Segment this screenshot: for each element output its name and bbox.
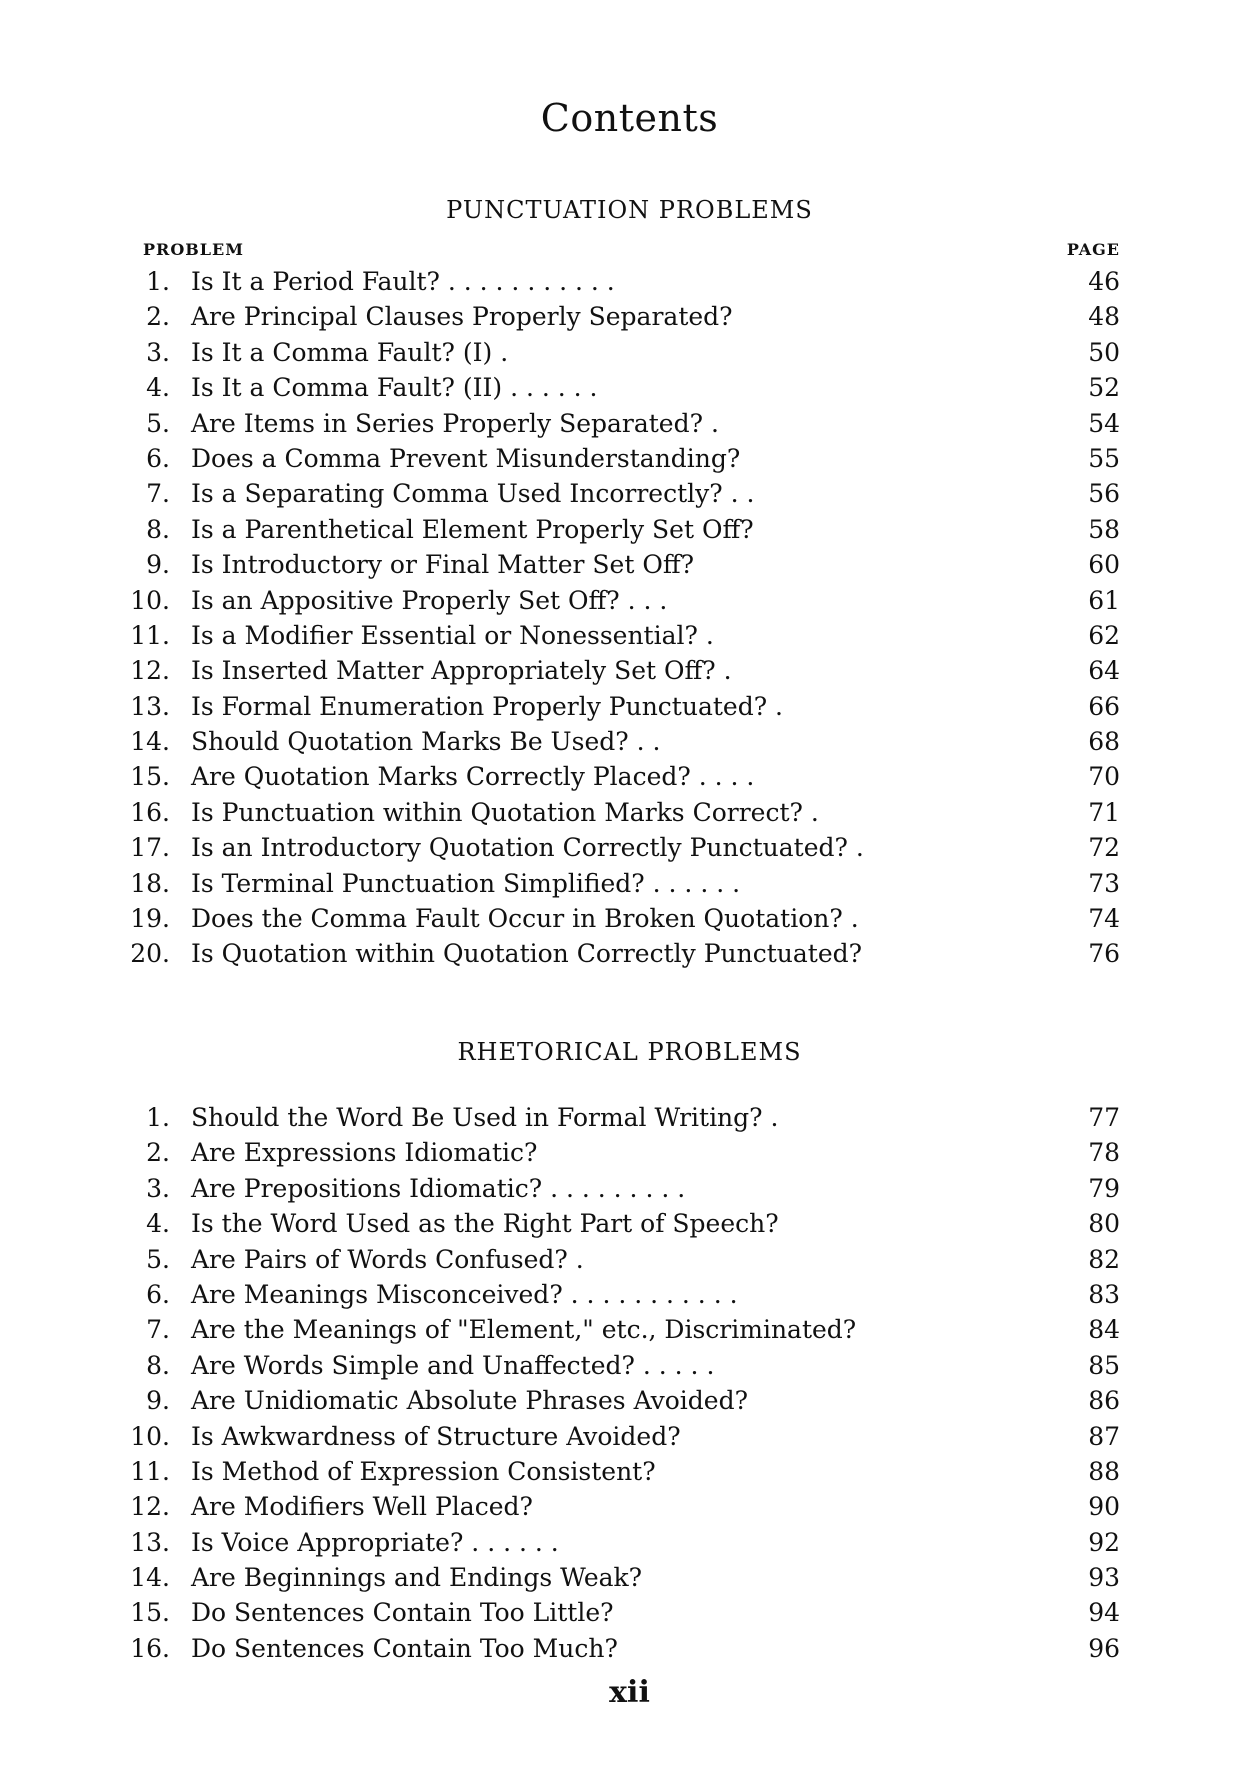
entry-number: 14. xyxy=(130,1563,170,1593)
entry-number: 7. xyxy=(146,1315,170,1345)
entry-number: 16. xyxy=(130,1633,170,1663)
entry-number: 4. xyxy=(146,373,170,403)
punctuation-heading: PUNCTUATION PROBLEMS xyxy=(446,196,813,224)
toc-entry xyxy=(130,1454,1120,1489)
entry-number: 13. xyxy=(130,691,170,721)
entry-page: 52 xyxy=(1088,373,1120,403)
entry-page: 85 xyxy=(1088,1350,1120,1380)
entry-number: 17. xyxy=(130,833,170,863)
toc-entry xyxy=(130,901,1120,936)
toc-entry xyxy=(130,759,1120,794)
entry-page: 86 xyxy=(1088,1386,1120,1416)
page-number: xii xyxy=(609,1675,650,1710)
entry-number: 20. xyxy=(130,939,170,969)
toc-entry xyxy=(140,1206,1120,1241)
toc-entry xyxy=(130,1489,1120,1524)
entry-page: 82 xyxy=(1088,1244,1120,1274)
toc-entry xyxy=(130,689,1120,724)
entry-page: 48 xyxy=(1088,302,1120,332)
entry-title: Is Quotation within Quotation Correctly Punctuated? xyxy=(191,939,863,969)
entry-number: 11. xyxy=(130,620,170,650)
entry-number: 4. xyxy=(146,1209,170,1239)
entry-number: 9. xyxy=(146,550,170,580)
entry-page: 80 xyxy=(1088,1209,1120,1239)
entry-page: 74 xyxy=(1088,904,1120,934)
entry-number: 6. xyxy=(146,443,170,473)
entry-title: Is It a Period Fault? . . . . . . . . . . . xyxy=(191,267,615,296)
toc-entry xyxy=(140,1135,1120,1170)
entry-title: Should the Word Be Used in Formal Writing? . xyxy=(191,1103,779,1132)
entry-page: 56 xyxy=(1088,479,1120,509)
entry-page: 84 xyxy=(1088,1315,1120,1345)
toc-entry xyxy=(130,1419,1120,1454)
entry-title: Is It a Comma Fault? (II) . . . . . . xyxy=(191,373,598,403)
page-column-label: PAGE xyxy=(1066,240,1120,259)
entry-number: 6. xyxy=(146,1279,170,1309)
entry-page: 73 xyxy=(1088,868,1120,898)
entry-number: 5. xyxy=(146,408,170,438)
entry-number: 8. xyxy=(146,514,170,544)
entry-page: 54 xyxy=(1088,408,1120,438)
entry-title: Are Beginnings and Endings Weak? xyxy=(191,1563,643,1593)
entry-title: Is Punctuation within Quotation Marks Correct? . xyxy=(191,797,819,827)
entry-number: 5. xyxy=(146,1244,170,1274)
entry-number: 14. xyxy=(130,727,170,757)
entry-page: 58 xyxy=(1088,514,1120,544)
entry-title: Are Words Simple and Unaffected? . . . . . xyxy=(191,1350,715,1380)
toc-entry xyxy=(130,830,1120,865)
entry-title: Are the Meanings of "Element," etc., Discriminated? xyxy=(191,1315,857,1345)
entry-page: 46 xyxy=(1088,267,1120,296)
entry-title: Is Introductory or Final Matter Set Off? xyxy=(191,550,695,580)
entry-page: 61 xyxy=(1088,585,1120,615)
entry-page: 77 xyxy=(1088,1103,1120,1132)
toc-entry xyxy=(140,370,1120,405)
entry-number: 3. xyxy=(146,337,170,367)
entry-page: 62 xyxy=(1088,620,1120,650)
entry-page: 50 xyxy=(1088,337,1120,367)
toc-entry xyxy=(140,1242,1120,1277)
toc-entry xyxy=(130,618,1120,653)
toc-entry xyxy=(130,795,1120,830)
problem-column-label: PROBLEM xyxy=(143,240,244,259)
entry-title: Is Method of Expression Consistent? xyxy=(191,1456,656,1486)
toc-entry xyxy=(130,583,1120,618)
entry-page: 55 xyxy=(1088,443,1120,473)
entry-page: 92 xyxy=(1088,1527,1120,1557)
toc-entry xyxy=(140,512,1120,547)
entry-title: Is a Separating Comma Used Incorrectly? . . xyxy=(191,479,755,509)
toc-entry xyxy=(130,866,1120,901)
entry-page: 93 xyxy=(1088,1563,1120,1593)
entry-title: Are Expressions Idiomatic? xyxy=(191,1138,538,1168)
toc-entry xyxy=(130,936,1120,971)
entry-title: Are Pairs of Words Confused? . xyxy=(191,1244,584,1274)
toc-entry xyxy=(140,1277,1120,1312)
entry-number: 3. xyxy=(146,1173,170,1203)
entry-page: 87 xyxy=(1088,1421,1120,1451)
entry-number: 16. xyxy=(130,797,170,827)
entry-title: Are Meanings Misconceived? . . . . . . . . . . . xyxy=(191,1279,738,1309)
toc-entry xyxy=(140,1348,1120,1383)
entry-page: 90 xyxy=(1088,1492,1120,1522)
toc-entry xyxy=(140,1383,1120,1418)
entry-title: Is an Introductory Quotation Correctly Punctuated? . xyxy=(191,833,864,863)
entry-number: 9. xyxy=(146,1386,170,1416)
entry-title: Is a Parenthetical Element Properly Set Off? xyxy=(191,514,754,544)
entry-page: 78 xyxy=(1088,1138,1120,1168)
entry-page: 60 xyxy=(1088,550,1120,580)
entry-number: 11. xyxy=(130,1456,170,1486)
toc-entry xyxy=(140,1100,1120,1135)
entry-title: Does a Comma Prevent Misunderstanding? xyxy=(191,443,741,473)
toc-entry xyxy=(140,476,1120,511)
toc-entry xyxy=(140,264,1120,299)
entry-title: Do Sentences Contain Too Much? xyxy=(191,1633,618,1663)
toc-entry xyxy=(130,1560,1120,1595)
entry-title: Are Prepositions Idiomatic? . . . . . . . . . xyxy=(191,1173,686,1203)
entry-title: Should Quotation Marks Be Used? . . xyxy=(191,727,661,757)
toc-entry xyxy=(140,547,1120,582)
rhetorical-list xyxy=(130,1100,1120,1666)
entry-number: 2. xyxy=(146,302,170,332)
entry-number: 2. xyxy=(146,1138,170,1168)
entry-page: 64 xyxy=(1088,656,1120,686)
toc-entry xyxy=(140,299,1120,334)
entry-title: Are Quotation Marks Correctly Placed? . . . . xyxy=(191,762,755,792)
entry-number: 8. xyxy=(146,1350,170,1380)
punctuation-list xyxy=(130,264,1120,972)
rhetorical-heading: RHETORICAL PROBLEMS xyxy=(457,1038,802,1066)
entry-title: Is the Word Used as the Right Part of Speech? xyxy=(191,1209,779,1239)
toc-entry xyxy=(130,1631,1120,1666)
entry-number: 15. xyxy=(130,762,170,792)
toc-entry xyxy=(140,1171,1120,1206)
entry-title: Is Inserted Matter Appropriately Set Off? . xyxy=(191,656,732,686)
entry-page: 70 xyxy=(1088,762,1120,792)
entry-page: 71 xyxy=(1088,797,1120,827)
entry-title: Is Awkwardness of Structure Avoided? xyxy=(191,1421,681,1451)
page-title: Contents xyxy=(540,96,719,140)
entry-number: 1. xyxy=(146,1103,170,1132)
entry-page: 83 xyxy=(1088,1279,1120,1309)
toc-entry xyxy=(130,1525,1120,1560)
entry-title: Do Sentences Contain Too Little? xyxy=(191,1598,614,1628)
entry-number: 10. xyxy=(130,1421,170,1451)
entry-page: 94 xyxy=(1088,1598,1120,1628)
entry-number: 1. xyxy=(146,267,170,296)
entry-page: 79 xyxy=(1088,1173,1120,1203)
entry-title: Is It a Comma Fault? (I) . xyxy=(191,337,509,367)
entry-page: 96 xyxy=(1088,1633,1120,1663)
entry-number: 7. xyxy=(146,479,170,509)
entry-page: 76 xyxy=(1088,939,1120,969)
entry-title: Are Items in Series Properly Separated? . xyxy=(191,408,719,438)
entry-number: 10. xyxy=(130,585,170,615)
entry-number: 12. xyxy=(130,1492,170,1522)
entry-number: 12. xyxy=(130,656,170,686)
entry-title: Is Voice Appropriate? . . . . . . xyxy=(191,1527,559,1557)
entry-title: Is Terminal Punctuation Simplified? . . . . . . xyxy=(191,868,741,898)
entry-number: 13. xyxy=(130,1527,170,1557)
entry-number: 15. xyxy=(130,1598,170,1628)
toc-entry xyxy=(140,335,1120,370)
entry-title: Does the Comma Fault Occur in Broken Quotation? . xyxy=(191,904,859,934)
toc-entry xyxy=(130,1595,1120,1630)
toc-entry xyxy=(130,724,1120,759)
toc-entry xyxy=(140,1312,1120,1347)
entry-title: Is a Modifier Essential or Nonessential? . xyxy=(191,620,714,650)
entry-title: Is Formal Enumeration Properly Punctuated? . xyxy=(191,691,783,721)
entry-title: Are Unidiomatic Absolute Phrases Avoided? xyxy=(191,1386,748,1416)
entry-number: 19. xyxy=(130,904,170,934)
entry-page: 66 xyxy=(1088,691,1120,721)
entry-number: 18. xyxy=(130,868,170,898)
entry-title: Is an Appositive Properly Set Off? . . . xyxy=(191,585,668,615)
toc-entry xyxy=(130,653,1120,688)
entry-page: 72 xyxy=(1088,833,1120,863)
entry-title: Are Principal Clauses Properly Separated? xyxy=(191,302,733,332)
entry-title: Are Modifiers Well Placed? xyxy=(191,1492,533,1522)
entry-page: 68 xyxy=(1088,727,1120,757)
toc-entry xyxy=(140,441,1120,476)
toc-entry xyxy=(140,406,1120,441)
entry-page: 88 xyxy=(1088,1456,1120,1486)
